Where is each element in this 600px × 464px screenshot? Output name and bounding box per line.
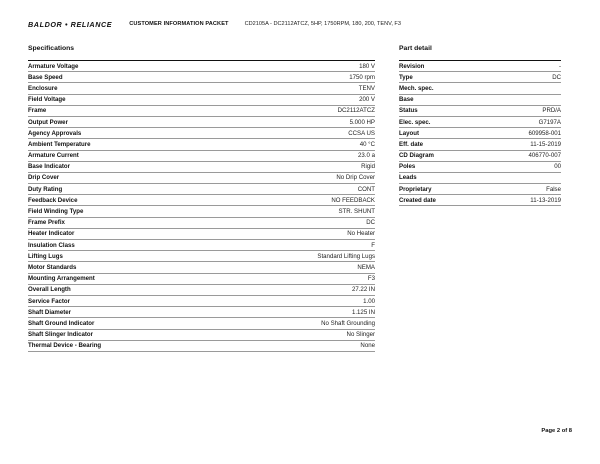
row-value: No Heater [347,230,375,238]
row-value: 1.125 IN [351,308,375,316]
spec-row [28,184,375,195]
spec-row [28,341,375,352]
spec-row [28,162,375,173]
packet-title: CUSTOMER INFORMATION PACKET [129,21,229,27]
row-value: 1750 rpm [349,73,375,81]
row-value: 40 °C [359,140,375,148]
specifications-table [28,60,375,352]
row-value: - [558,62,561,70]
row-label: Mounting Arrangement [28,275,95,283]
row-label: Base Indicator [28,163,70,171]
row-label: Thermal Device - Bearing [28,342,102,350]
row-value: 11-13-2019 [530,196,561,204]
row-label: Enclosure [28,84,58,92]
part-detail-row [399,72,561,83]
row-value: False [546,185,561,193]
row-value: 23.0 a [358,152,375,160]
spec-row [28,151,375,162]
row-label: Frame Prefix [28,219,65,227]
row-value: 11-15-2019 [530,140,561,148]
part-detail-row [399,106,561,117]
spec-row [28,285,375,296]
spec-row [28,318,375,329]
part-detail-row [399,162,561,173]
spec-row [28,195,375,206]
row-value: DC [552,73,561,81]
row-value: Rigid [361,163,375,171]
row-label: Base Speed [28,73,63,81]
row-label: Elec. spec. [399,118,431,126]
spec-row [28,72,375,83]
row-label: Drip Cover [28,174,60,182]
row-label: Overall Length [28,286,71,294]
row-label: Proprietary [399,185,432,193]
row-value: No Shaft Grounding [321,319,375,327]
row-value: No Slinger [346,331,375,339]
row-value: 180 V [359,62,375,70]
spec-row [28,251,375,262]
row-label: Lifting Lugs [28,252,63,260]
row-label: Mech. spec. [399,84,434,92]
row-label: Ambient Temperature [28,140,91,148]
row-label: Duty Rating [28,185,63,193]
part-detail-row [399,184,561,195]
part-detail-row [399,61,561,72]
brand-logo: BALDOR • RELIANCE [28,19,113,29]
page-number: Page 2 of 8 [541,428,572,434]
part-detail-title: Part detail [399,45,432,52]
row-label: Poles [399,163,416,171]
row-value: F3 [367,275,375,283]
row-label: Field Winding Type [28,208,84,216]
spec-row [28,262,375,273]
row-value: DC [366,219,375,227]
row-value: CCSA US [348,129,375,137]
specifications-title: Specifications [28,45,75,52]
row-value: 5.000 HP [349,118,375,126]
part-detail-row [399,128,561,139]
row-label: Frame [28,107,47,115]
spec-row [28,307,375,318]
part-detail-table [399,60,561,206]
row-value: 1.00 [363,297,375,305]
row-value: PRD/A [542,107,561,115]
part-detail-row [399,139,561,150]
row-label: Status [399,107,418,115]
row-value: G7197A [538,118,561,126]
row-label: Eff. date [399,140,424,148]
spec-row [28,240,375,251]
row-label: Agency Approvals [28,129,82,137]
spec-row [28,106,375,117]
row-label: Created date [399,196,436,204]
row-label: Service Factor [28,297,71,305]
spec-row [28,173,375,184]
part-detail-row [399,117,561,128]
row-label: Layout [399,129,419,137]
row-label: Heater Indicator [28,230,75,238]
page-header [28,18,401,30]
spec-row [28,218,375,229]
row-label: Field Voltage [28,96,66,104]
row-label: Feedback Device [28,196,78,204]
row-value: 27.22 IN [351,286,375,294]
spec-row [28,83,375,94]
row-label: Revision [399,62,425,70]
row-label: Leads [399,174,417,182]
spec-row [28,128,375,139]
row-value: DC2112ATCZ [337,107,375,115]
row-value: 406770-007 [528,152,561,160]
row-label: Armature Voltage [28,62,79,70]
row-value: Standard Lifting Lugs [317,252,375,260]
row-value: 200 V [359,96,375,104]
row-value: None [360,342,375,350]
row-label: Type [399,73,413,81]
spec-row [28,296,375,307]
row-label: Output Power [28,118,68,126]
row-label: Base [399,96,414,104]
spec-row [28,330,375,341]
row-value: NEMA [357,263,375,271]
part-detail-row [399,95,561,106]
row-value: TENV [358,84,375,92]
row-value: No Drip Cover [336,174,375,182]
spec-row [28,274,375,285]
part-detail-row [399,195,561,206]
spec-row [28,229,375,240]
part-detail-row [399,173,561,184]
row-value: 00 [554,163,561,171]
row-label: Shaft Diameter [28,308,72,316]
part-detail-row [399,83,561,94]
row-label: Insulation Class [28,241,75,249]
row-label: Shaft Ground Indicator [28,319,95,327]
spec-row [28,95,375,106]
row-value: NO FEEDBACK [331,196,375,204]
spec-row [28,61,375,72]
row-label: CD Diagram [399,152,434,160]
spec-row [28,117,375,128]
product-description: CD2105A - DC2112ATCZ, 5HP, 1750RPM, 180, 200, TENV, F3 [244,21,401,27]
row-value: STR. SHUNT [338,208,375,216]
part-detail-row [399,151,561,162]
spec-row [28,206,375,217]
row-label: Motor Standards [28,263,77,271]
row-value: CONT [357,185,375,193]
row-value: F [371,241,375,249]
spec-row [28,139,375,150]
row-value: 609958-001 [528,129,561,137]
row-label: Armature Current [28,152,79,160]
row-label: Shaft Slinger Indicator [28,331,94,339]
